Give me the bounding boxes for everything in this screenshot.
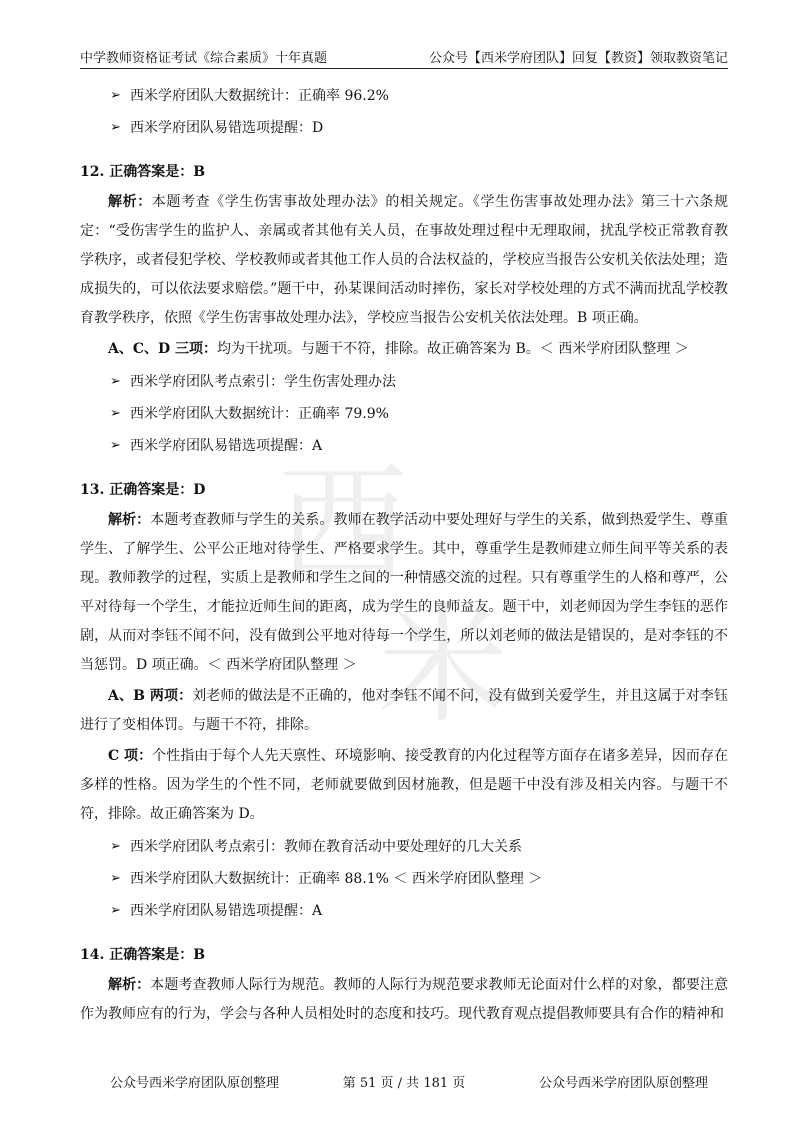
question-13-option-c: C 项：个性指由于每个人先天禀性、环境影响、接受教育的内化过程等方面存在诸多差异，因而存在多样的性格。因为学生的个性不同，老师就要做到因材施教，但是题干中没有涉及相关内容。与题干不符，排除。故正确答案为 D。	[80, 748, 728, 822]
document-body	[80, 80, 728, 1031]
arrow-bullet-icon: ➢	[110, 871, 121, 886]
question-14-answer: 14. 正确答案是：B	[80, 947, 206, 963]
header-promo: 公众号【西米学府团队】回复【教资】领取教资笔记	[428, 51, 728, 66]
arrow-bullet-icon: ➢	[110, 120, 121, 135]
header-title: 中学教师资格证考试《综合素质》十年真题	[80, 51, 328, 66]
question-13-options-ab: A、B 两项：刘老师的做法是不正确的，他对李钰不闻不问，没有做到关爱学生，并且这属于对李钰进行了变相体罚。与题干不符，排除。	[80, 688, 728, 733]
page-footer	[80, 1072, 728, 1094]
question-13-answer: 13. 正确答案是：D	[80, 482, 206, 498]
svg-text:米: 米	[378, 589, 509, 730]
page-number: 第 51 页 / 共 181 页	[342, 1076, 466, 1091]
page-header	[80, 44, 728, 69]
question-12-analysis: 解析：本题考查《学生伤害事故处理办法》的相关规定。《学生伤害事故处理办法》第三十六条规定：“受伤害学生的监护人、亲属或者其他有关人员，在事故处理过程中无理取闹，扰乱学校正常教育教学秩序，或者侵犯学校、学校教师或者其他工作人员的合法权益的，学校应当报告公安机关依法处理；造成损失的，可以依法要求赔偿。”题干中，孙某课间活动时摔伤，家长对学校处理的方式不满而扰乱学校教育教学秩序，依照《学生伤害事故处理办法》，学校应当报告公安机关依法处理。B 项正确。	[80, 194, 729, 326]
footer-right: 公众号西米学府团队原创整理	[538, 1076, 708, 1091]
list-item: ➢ 西米学府团队大数据统计：正确率 96.2%	[80, 80, 728, 112]
list-item: ➢ 西米学府团队大数据统计：正确率 79.9%	[80, 398, 728, 430]
list-item: ➢ 西米学府团队易错选项提醒：D	[80, 112, 728, 144]
footer-left: 公众号西米学府团队原创整理	[110, 1076, 280, 1091]
arrow-bullet-icon: ➢	[110, 88, 121, 103]
question-12-answer: 12. 正确答案是：B	[80, 164, 206, 180]
question-13-analysis: 解析：本题考查教师与学生的关系。教师在教学活动中要处理好与学生的关系，做到热爱学生、尊重学生、了解学生、公平公正地对待学生、严格要求学生。其中，尊重学生是教师建立师生间平等关系的表现。教师教学的过程，实质上是教师和学生之间的一种情感交流的过程。只有尊重学生的人格和尊严，公平对待每一个学生，才能拉近师生间的距离，成为学生的良师益友。题干中，刘老师因为学生李钰的恶作剧，从而对李钰不闻不问，没有做到公平地对待每一个学生，所以刘老师的做法是错误的，是对李钰的不当惩罚。D 项正确。＜ 西米学府团队整理 ＞	[80, 512, 728, 673]
arrow-bullet-icon: ➢	[110, 374, 121, 389]
list-item: ➢ 西米学府团队易错选项提醒：A	[80, 895, 728, 927]
svg-text:西: 西	[278, 449, 409, 601]
list-item: ➢ 西米学府团队考点索引：学生伤害处理办法	[80, 366, 728, 398]
arrow-bullet-icon: ➢	[110, 903, 121, 918]
arrow-bullet-icon: ➢	[110, 839, 121, 854]
question-14-analysis: 解析：本题考查教师人际行为规范。教师的人际行为规范要求教师无论面对什么样的对象，都要注意作为教师应有的行为，学会与各种人员相处时的态度和技巧。现代教育观点提倡教师要具有合作的精神和	[80, 977, 728, 1022]
list-item: ➢ 西米学府团队大数据统计：正确率 88.1% ＜ 西米学府团队整理 ＞	[80, 863, 728, 895]
arrow-bullet-icon: ➢	[110, 406, 121, 421]
list-item: ➢ 西米学府团队考点索引：教师在教育活动中要处理好的几大关系	[80, 831, 728, 863]
list-item: ➢ 西米学府团队易错选项提醒：A	[80, 430, 728, 462]
arrow-bullet-icon: ➢	[110, 438, 121, 453]
question-12-options: A、C、D 三项：均为干扰项。与题干不符，排除。故正确答案为 B。＜ 西米学府团队整理 ＞	[108, 341, 689, 357]
